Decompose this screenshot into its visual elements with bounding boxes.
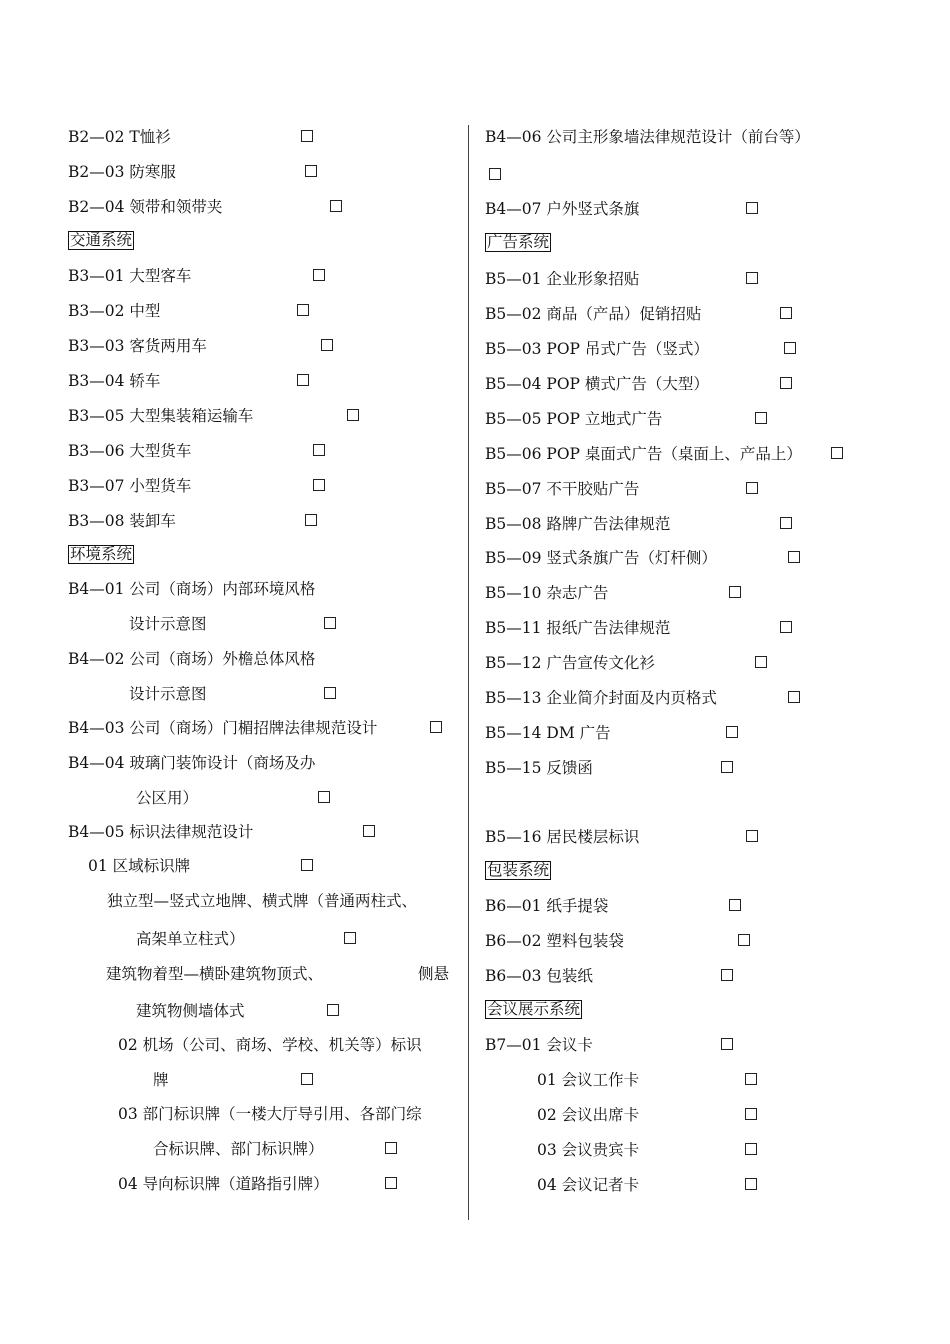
checkbox-icon[interactable] <box>745 1108 757 1120</box>
item-label: B5—02 商品（产品）促销招贴 <box>485 305 702 323</box>
item-label: B5—05 POP 立地式广告 <box>485 410 663 428</box>
item-label: 侧悬 <box>418 965 450 983</box>
item-label: 01 会议工作卡 <box>537 1071 640 1089</box>
checkbox-icon[interactable] <box>780 517 792 529</box>
checkbox-icon[interactable] <box>305 514 317 526</box>
item-label: 01 区域标识牌 <box>88 857 191 875</box>
item-label: B2—02 T恤衫 <box>68 128 171 146</box>
item-label: B3—04 轿车 <box>68 372 161 390</box>
item-label: 02 机场（公司、商场、学校、机关等）标识 <box>118 1036 422 1054</box>
item-label: 合标识牌、部门标识牌） <box>153 1140 324 1158</box>
checkbox-icon[interactable] <box>755 412 767 424</box>
item-label: B5—06 POP 桌面式广告（桌面上、产品上） <box>485 445 802 463</box>
checkbox-icon[interactable] <box>746 482 758 494</box>
checkbox-icon[interactable] <box>729 899 741 911</box>
item-label: 02 会议出席卡 <box>537 1106 640 1124</box>
item-label: B4—04 玻璃门装饰设计（商场及办 <box>68 754 316 772</box>
checkbox-icon[interactable] <box>746 202 758 214</box>
checkbox-icon[interactable] <box>385 1142 397 1154</box>
item-label: B4—01 公司（商场）内部环境风格 <box>68 580 316 598</box>
checkbox-icon[interactable] <box>324 687 336 699</box>
item-label: B5—12 广告宣传文化衫 <box>485 654 655 672</box>
section-heading: 包装系统 <box>487 861 550 879</box>
checkbox-icon[interactable] <box>729 586 741 598</box>
column-divider <box>468 125 469 1220</box>
item-label: B5—14 DM 广告 <box>485 724 611 742</box>
checkbox-icon[interactable] <box>363 825 375 837</box>
checkbox-icon[interactable] <box>324 617 336 629</box>
checkbox-icon[interactable] <box>313 479 325 491</box>
item-label: B3—08 装卸车 <box>68 512 176 530</box>
checkbox-icon[interactable] <box>344 932 356 944</box>
section-heading: 环境系统 <box>70 545 133 563</box>
checkbox-icon[interactable] <box>301 859 313 871</box>
item-label: B3—03 客货两用车 <box>68 337 207 355</box>
checkbox-icon[interactable] <box>301 130 313 142</box>
checkbox-icon[interactable] <box>745 1073 757 1085</box>
checkbox-icon[interactable] <box>745 1178 757 1190</box>
section-heading: 广告系统 <box>487 233 550 251</box>
section-heading: 交通系统 <box>70 231 133 249</box>
item-label: 独立型—竖式立地牌、横式牌（普通两柱式、 <box>107 892 418 910</box>
checkbox-icon[interactable] <box>321 339 333 351</box>
checkbox-icon[interactable] <box>721 761 733 773</box>
checkbox-icon[interactable] <box>489 168 501 180</box>
item-label: B6—03 包装纸 <box>485 967 593 985</box>
item-label: B5—15 反馈函 <box>485 759 593 777</box>
checkbox-icon[interactable] <box>297 304 309 316</box>
item-label: B3—07 小型货车 <box>68 477 192 495</box>
checkbox-icon[interactable] <box>745 1143 757 1155</box>
item-label: B3—01 大型客车 <box>68 267 192 285</box>
checkbox-icon[interactable] <box>385 1177 397 1189</box>
item-label: 高架单立柱式） <box>136 930 245 948</box>
item-label: B5—07 不干胶贴广告 <box>485 480 640 498</box>
item-label: B4—05 标识法律规范设计 <box>68 823 254 841</box>
item-label: 03 部门标识牌（一楼大厅导引用、各部门综 <box>118 1105 422 1123</box>
item-label: 04 导向标识牌（道路指引牌） <box>118 1175 329 1193</box>
checkbox-icon[interactable] <box>313 269 325 281</box>
checkbox-icon[interactable] <box>755 656 767 668</box>
checkbox-icon[interactable] <box>738 934 750 946</box>
item-label: 03 会议贵宾卡 <box>537 1141 640 1159</box>
item-label: B5—10 杂志广告 <box>485 584 609 602</box>
checkbox-icon[interactable] <box>746 830 758 842</box>
item-label: B4—02 公司（商场）外檐总体风格 <box>68 650 316 668</box>
item-label: B5—01 企业形象招贴 <box>485 270 640 288</box>
checkbox-icon[interactable] <box>780 377 792 389</box>
item-label: B6—01 纸手提袋 <box>485 897 609 915</box>
checkbox-icon[interactable] <box>297 374 309 386</box>
item-label: 公区用） <box>136 789 199 807</box>
checkbox-icon[interactable] <box>780 621 792 633</box>
item-label: B5—13 企业简介封面及内页格式 <box>485 689 717 707</box>
item-label: 设计示意图 <box>129 615 207 633</box>
item-label: 设计示意图 <box>129 685 207 703</box>
item-label: 建筑物着型—横卧建筑物顶式、 <box>106 965 324 983</box>
checkbox-icon[interactable] <box>721 1038 733 1050</box>
checkbox-icon[interactable] <box>305 165 317 177</box>
checkbox-icon[interactable] <box>313 444 325 456</box>
checkbox-icon[interactable] <box>784 342 796 354</box>
checkbox-icon[interactable] <box>831 447 843 459</box>
item-label: B3—06 大型货车 <box>68 442 192 460</box>
item-label: B4—07 户外竖式条旗 <box>485 200 640 218</box>
item-label: B2—04 领带和领带夹 <box>68 198 223 216</box>
checkbox-icon[interactable] <box>318 791 330 803</box>
item-label: B5—16 居民楼层标识 <box>485 828 640 846</box>
item-label: B4—03 公司（商场）门楣招牌法律规范设计 <box>68 719 378 737</box>
item-label: B5—09 竖式条旗广告（灯杆侧） <box>485 549 717 567</box>
checkbox-icon[interactable] <box>301 1073 313 1085</box>
item-label: 牌 <box>153 1071 169 1089</box>
checkbox-icon[interactable] <box>726 726 738 738</box>
item-label: B6—02 塑料包装袋 <box>485 932 624 950</box>
checkbox-icon[interactable] <box>430 721 442 733</box>
item-label: 04 会议记者卡 <box>537 1176 640 1194</box>
checkbox-icon[interactable] <box>788 551 800 563</box>
item-label: B2—03 防寒服 <box>68 163 176 181</box>
checkbox-icon[interactable] <box>721 969 733 981</box>
checkbox-icon[interactable] <box>347 409 359 421</box>
item-label: 建筑物侧墙体式 <box>136 1002 245 1020</box>
checkbox-icon[interactable] <box>746 272 758 284</box>
item-label: B5—04 POP 横式广告（大型） <box>485 375 709 393</box>
checkbox-icon[interactable] <box>780 307 792 319</box>
item-label: B5—11 报纸广告法律规范 <box>485 619 671 637</box>
checkbox-icon[interactable] <box>788 691 800 703</box>
item-label: B3—05 大型集装箱运输车 <box>68 407 254 425</box>
item-label: B5—08 路牌广告法律规范 <box>485 515 671 533</box>
checkbox-icon[interactable] <box>330 200 342 212</box>
item-label: B4—06 公司主形象墙法律规范设计（前台等） <box>485 128 810 146</box>
item-label: B5—03 POP 吊式广告（竖式） <box>485 340 709 358</box>
section-heading: 会议展示系统 <box>487 1000 581 1018</box>
item-label: B7—01 会议卡 <box>485 1036 593 1054</box>
checkbox-icon[interactable] <box>327 1004 339 1016</box>
item-label: B3—02 中型 <box>68 302 161 320</box>
